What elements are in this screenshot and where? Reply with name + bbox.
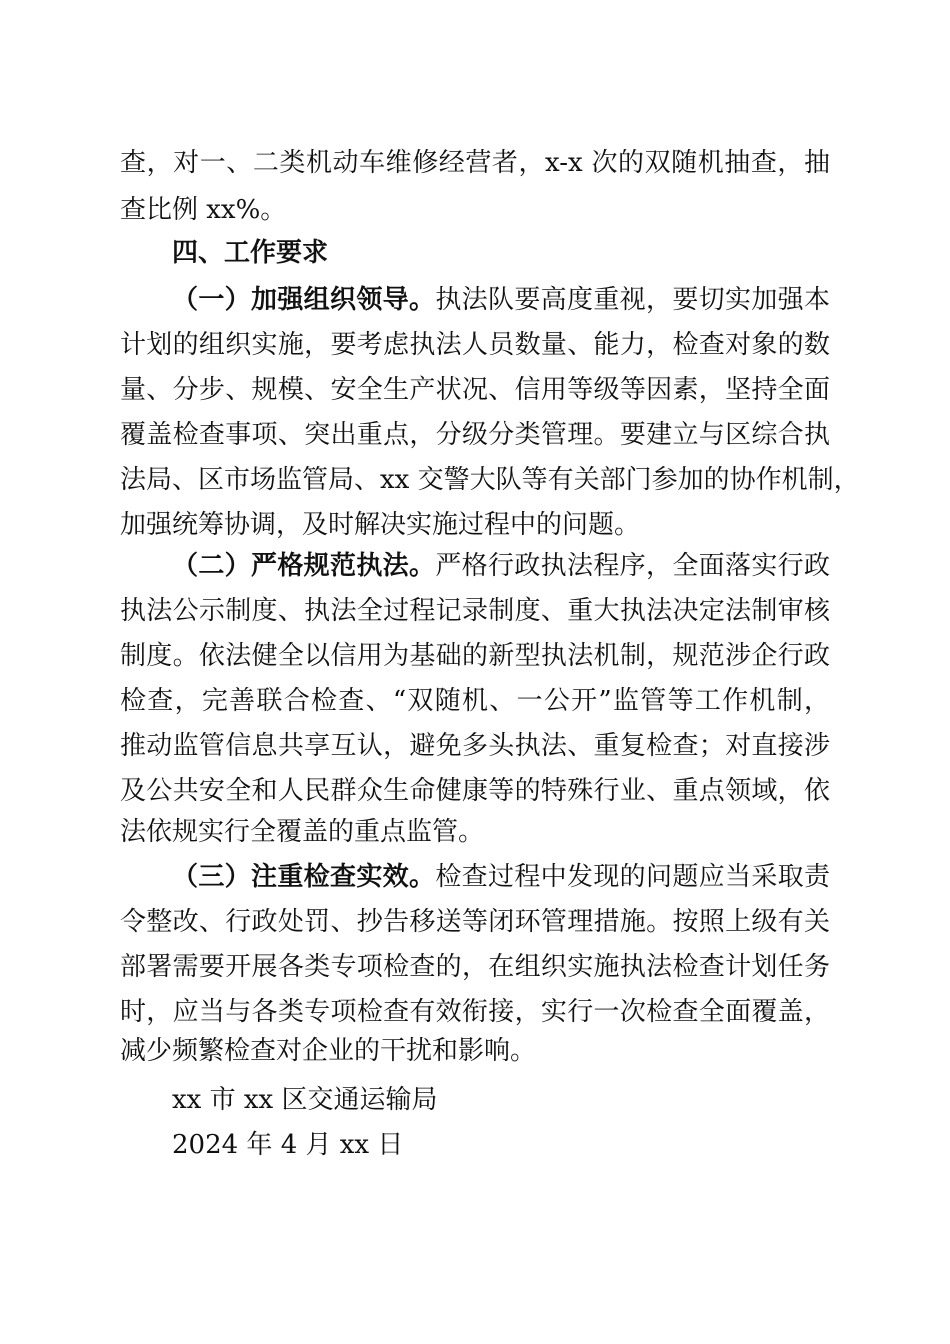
item2-line-1 [172,551,830,581]
item1-lead: （一）加强组织领导。 [172,285,436,315]
item2-line-3: 制度。依法健全以信用为基础的新型执法机制，规范涉企行政 [120,641,830,671]
item2-line-5: 推动监管信息共享互认，避免多头执法、重复检查；对直接涉 [120,731,830,761]
item1-line-1 [172,285,830,315]
item2-line-7: 法依规实行全覆盖的重点监管。 [120,817,485,847]
item2-lead: （二）严格规范执法。 [172,551,436,581]
item2-line-2: 执法公示制度、执法全过程记录制度、重大执法决定法制审核 [120,596,830,626]
item3-line-4: 时，应当与各类专项检查有效衔接，实行一次检查全面覆盖， [120,997,830,1027]
item3-line-1-text: 检查过程中发现的问题应当采取责 [435,862,830,892]
item3-line-3: 部署需要开展各类专项检查的，在组织实施执法检查计划任务 [120,952,830,982]
item2-line-6: 及公共安全和人民群众生命健康等的特殊行业、重点领域，依 [120,776,830,806]
continuation-line-2: 查比例 xx%。 [120,195,287,225]
item3-line-2: 令整改、行政处罚、抄告移送等闭环管理措施。按照上级有关 [120,907,830,937]
item2-line-4: 检查，完善联合检查、“双随机、一公开”监管等工作机制， [120,686,830,716]
item3-line-5: 减少频繁检查对企业的干扰和影响。 [120,1036,537,1066]
item3-line-1 [172,862,830,892]
continuation-line-1: 查，对一、二类机动车维修经营者，x-x 次的双随机抽查，抽 [120,148,830,178]
item1-line-5: 法局、区市场监管局、xx 交警大队等有关部门参加的协作机制， [120,465,860,495]
item1-line-2: 计划的组织实施，要考虑执法人员数量、能力，检查对象的数 [120,330,830,360]
item2-line-1-text: 严格行政执法程序，全面落实行政 [435,551,830,581]
item1-line-4: 覆盖检查事项、突出重点，分级分类管理。要建立与区综合执 [120,420,830,450]
signature-date: 2024 年 4 月 xx 日 [172,1130,404,1160]
item1-line-1-text: 执法队要高度重视，要切实加强本 [435,285,830,315]
item1-line-6: 加强统筹协调，及时解决实施过程中的问题。 [120,510,641,540]
item3-lead: （三）注重检查实效。 [172,862,436,892]
signature-organization: xx 市 xx 区交通运输局 [172,1085,438,1115]
item1-line-3: 量、分步、规模、安全生产状况、信用等级等因素，坚持全面 [120,375,830,405]
section-heading: 四、工作要求 [172,238,329,268]
